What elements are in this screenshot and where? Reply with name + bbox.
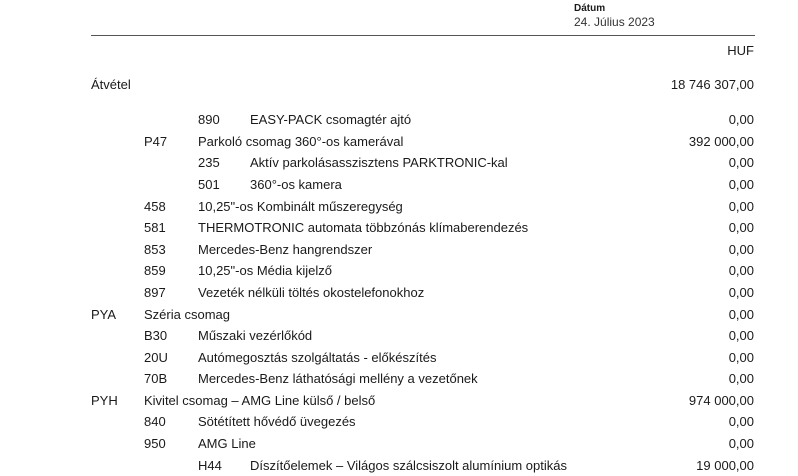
item-amount: 974 000,00: [688, 393, 754, 408]
table-row: [0, 325, 798, 346]
header-divider: [91, 35, 755, 36]
item-code: Kivitel csomag – AMG Line külső / belső: [144, 393, 376, 408]
sub-item-code: H44: [198, 458, 222, 473]
item-code: B30: [144, 328, 168, 343]
item-description: 10,25"-os Kombinált műszeregység: [198, 199, 403, 214]
item-code: P47: [144, 134, 168, 149]
table-row: [0, 239, 798, 260]
table-row: [0, 282, 798, 303]
item-code: 840: [144, 414, 166, 429]
item-description: Műszaki vezérlőkód: [198, 328, 313, 343]
item-amount: 18 746 307,00: [670, 77, 754, 92]
item-amount: 392 000,00: [688, 134, 754, 149]
item-amount: 0,00: [728, 414, 754, 429]
item-description: Autómegosztás szolgáltatás - előkészítés: [198, 350, 437, 365]
item-code: 950: [144, 436, 166, 451]
table-row: [0, 347, 798, 368]
item-amount: 0,00: [728, 199, 754, 214]
item-amount: 0,00: [728, 328, 754, 343]
item-description: Díszítőelemek – Világos szálcsiszolt alumínium optikás: [250, 458, 567, 473]
item-description: Mercedes-Benz hangrendszer: [198, 242, 373, 257]
item-amount: 0,00: [728, 220, 754, 235]
item-description: 10,25"-os Média kijelző: [198, 263, 332, 278]
item-description: Mercedes-Benz láthatósági mellény a vezetőnek: [198, 371, 478, 386]
item-description: EASY-PACK csomagtér ajtó: [250, 112, 412, 127]
item-amount: 0,00: [728, 242, 754, 257]
sub-item-code: 890: [198, 112, 220, 127]
item-description: THERMOTRONIC automata többzónás klímaberendezés: [198, 220, 529, 235]
item-description: 360°-os kamera: [250, 177, 342, 192]
item-code: 458: [144, 199, 166, 214]
item-amount: 0,00: [728, 285, 754, 300]
group-code: PYH: [91, 393, 118, 408]
date-value: 24. Július 2023: [574, 15, 655, 29]
sub-item-code: 501: [198, 177, 220, 192]
table-row: [0, 433, 798, 454]
table-row: [0, 196, 798, 217]
currency-label: HUF: [727, 43, 754, 58]
item-code: 897: [144, 285, 166, 300]
item-amount: 0,00: [728, 350, 754, 365]
item-code: 581: [144, 220, 166, 235]
table-row: [0, 411, 798, 432]
item-code: 859: [144, 263, 166, 278]
sub-item-code: 235: [198, 155, 220, 170]
table-row: [0, 260, 798, 281]
item-code: 853: [144, 242, 166, 257]
item-code: Széria csomag: [144, 307, 230, 322]
table-row: [0, 109, 798, 130]
table-row: [0, 152, 798, 173]
item-description: Parkoló csomag 360°-os kamerával: [198, 134, 404, 149]
date-label: Dátum: [574, 3, 606, 14]
item-description: Vezeték nélküli töltés okostelefonokhoz: [198, 285, 425, 300]
table-row: [0, 390, 798, 411]
item-amount: 0,00: [728, 307, 754, 322]
item-description: Sötétített hővédő üvegezés: [198, 414, 356, 429]
item-description: Aktív parkolásasszisztens PARKTRONIC-kal: [250, 155, 508, 170]
item-amount: 0,00: [728, 371, 754, 386]
table-row: [0, 74, 798, 95]
item-amount: 0,00: [728, 177, 754, 192]
item-code: 20U: [144, 350, 168, 365]
group-code: PYA: [91, 307, 117, 322]
table-row: [0, 174, 798, 195]
item-amount: 0,00: [728, 112, 754, 127]
table-row: [0, 217, 798, 238]
item-code: 70B: [144, 371, 168, 386]
item-description: AMG Line: [198, 436, 256, 451]
table-row: [0, 131, 798, 152]
item-amount: 19 000,00: [696, 458, 754, 473]
item-amount: 0,00: [728, 155, 754, 170]
group-code: Átvétel: [91, 77, 131, 92]
table-row: [0, 304, 798, 325]
table-row: [0, 368, 798, 389]
item-amount: 0,00: [728, 263, 754, 278]
item-amount: 0,00: [728, 436, 754, 451]
